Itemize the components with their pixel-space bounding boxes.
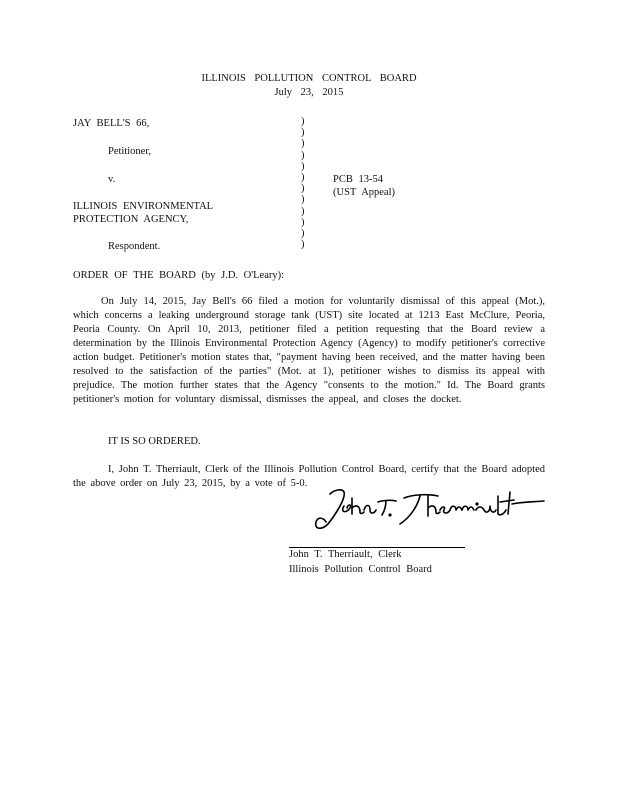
- respondent-role: Respondent.: [108, 241, 161, 252]
- respondent-name-line2: PROTECTION AGENCY,: [73, 214, 189, 225]
- petitioner-role: Petitioner,: [108, 146, 152, 157]
- order-heading: ORDER OF THE BOARD (by J.D. O'Leary):: [73, 270, 285, 281]
- case-type: (UST Appeal): [333, 187, 396, 198]
- petitioner-name: JAY BELL'S 66,: [73, 118, 150, 129]
- handwritten-signature: [300, 484, 550, 536]
- caption-divider: ) ) ) ) ) ) ) ) ) ) ) ): [301, 116, 305, 251]
- case-number: PCB 13-54: [333, 174, 383, 185]
- agency-heading: ILLINOIS POLLUTION CONTROL BOARD: [201, 73, 417, 84]
- clerk-name-title: John T. Therriault, Clerk: [289, 549, 402, 560]
- order-date: July 23, 2015: [274, 87, 344, 98]
- respondent-name-line1: ILLINOIS ENVIRONMENTAL: [73, 201, 214, 212]
- order-body-paragraph: On July 14, 2015, Jay Bell's 66 filed a motion for voluntarily dismissal of this appeal (Mot.), which concerns a leaking underground storage tank (UST) site located at 1213 East McClure, Peoria, Peoria County. On April 10, 2013, petitioner filed a petition requesting that the Board review a determination by the Illinois Environmental Protection Agency (Agency) to modify petitioner's corrective action budget. Petitioner's motion states that, "payment having been received, and the matter having been resolved to the satisfaction of the parties" (Mot. at 1), petitioner wishes to dismiss its appeal with prejudice. The motion further states that the Agency "consents to the motion." Id. The Board grants petitioner's motion for voluntary dismissal, dismisses the appeal, and closes the docket.: [73, 296, 545, 405]
- clerk-certification: I, John T. Therriault, Clerk of the Illinois Pollution Control Board, certify that the Board adopted the above order on July 23, 2015, by a vote of 5-0.: [73, 464, 545, 489]
- versus-label: v.: [108, 174, 116, 185]
- clerk-organization: Illinois Pollution Control Board: [289, 564, 432, 575]
- so-ordered-text: IT IS SO ORDERED.: [108, 436, 201, 447]
